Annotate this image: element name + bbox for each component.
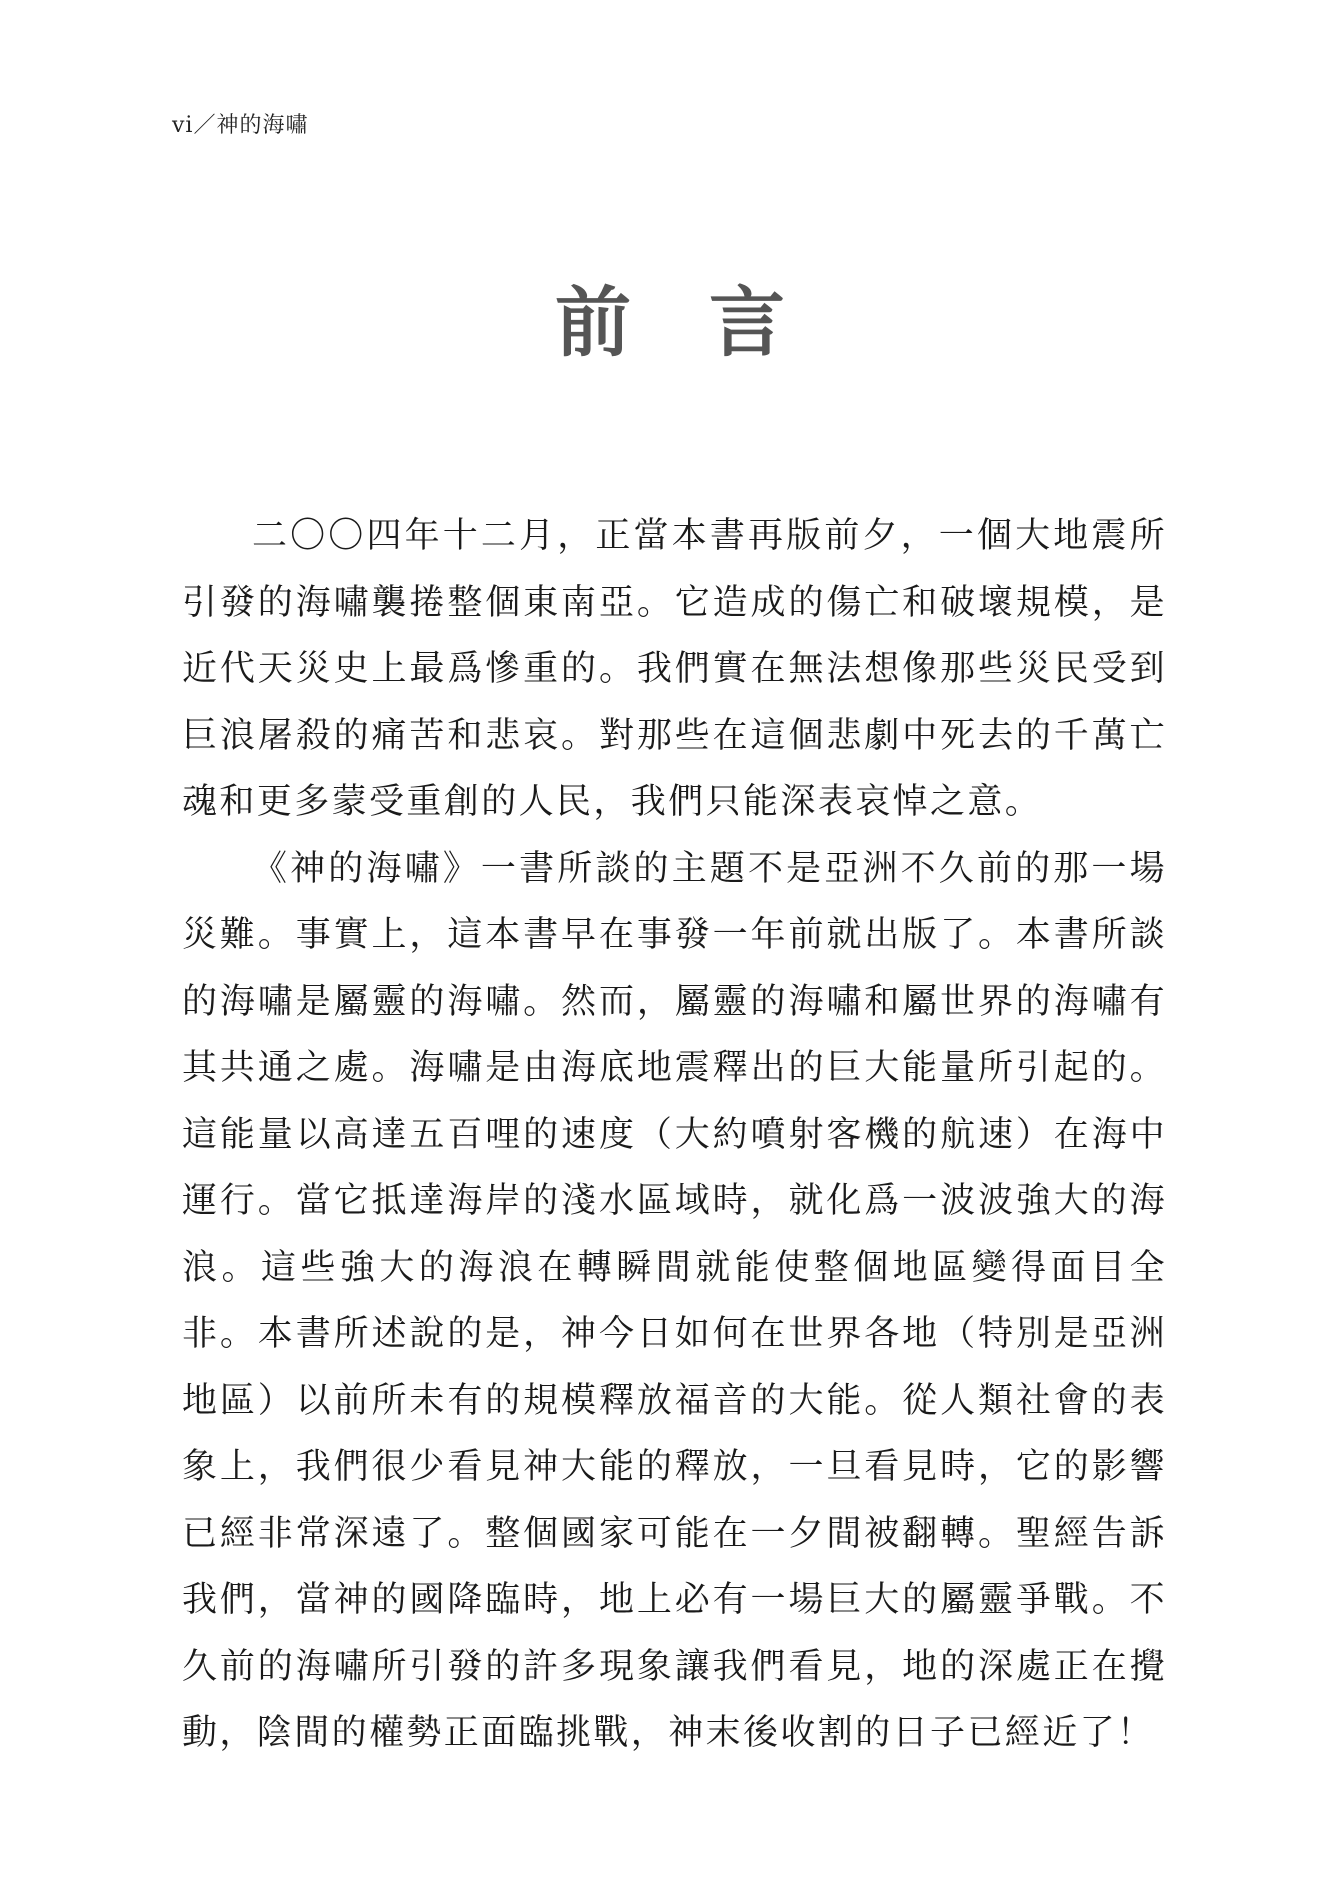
page-title-char-2: 言	[709, 278, 787, 367]
running-head: vi／神的海嘯	[172, 113, 309, 138]
page-title-char-1: 前	[555, 278, 633, 367]
paragraph-2: 《神的海嘯》一書所談的主題不是亞洲不久前的那一場災難。事實上，這本書早在事發一年前就出版了。本書所談的海嘯是屬靈的海嘯。然而，屬靈的海嘯和屬世界的海嘯有其共通之處。海嘯是由海底地震釋出的巨大能量所引起的。這能量以高達五百哩的速度（大約噴射客機的航速）在海中運行。當它抵達海岸的淺水區域時，就化爲一波波強大的海浪。這些強大的海浪在轉瞬間就能使整個地區變得面目全非。本書所述說的是，神今日如何在世界各地（特別是亞洲地區）以前所未有的規模釋放福音的大能。從人類社會的表象上，我們很少看見神大能的釋放，一旦看見時，它的影響已經非常深遠了。整個國家可能在一夕間被翻轉。聖經告訴我們，當神的國降臨時，地上必有一場巨大的屬靈爭戰。不久前的海嘯所引發的許多現象讓我們看見，地的深處正在攪動，陰間的權勢正面臨挑戰，神末後收割的日子已經近了！	[182, 848, 1167, 1753]
body-text	[182, 503, 1167, 1767]
paragraph-1: 二〇〇四年十二月，正當本書再版前夕，一個大地震所引發的海嘯襲捲整個東南亞。它造成的傷亡和破壞規模，是近代天災史上最爲慘重的。我們實在無法想像那些災民受到巨浪屠殺的痛苦和悲哀。對那些在這個悲劇中死去的千萬亡魂和更多蒙受重創的人民，我們只能深表哀悼之意。	[182, 516, 1167, 822]
page-title	[0, 262, 1342, 371]
